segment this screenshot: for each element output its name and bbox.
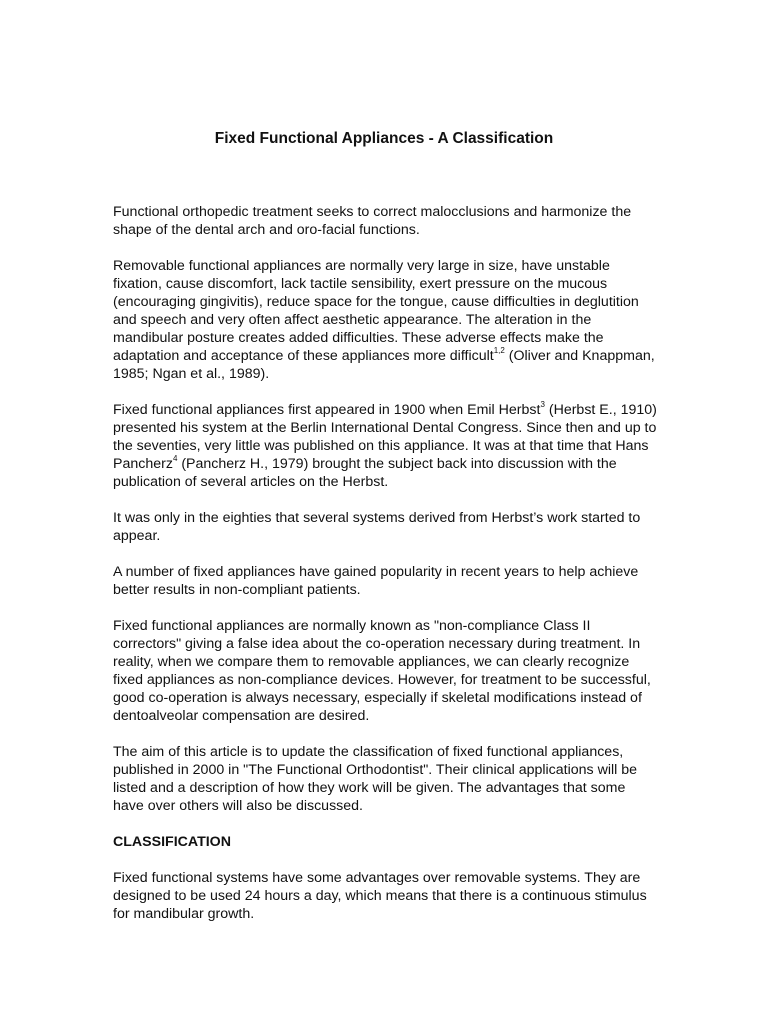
- paragraph-text: (Pancherz H., 1979) brought the subject back into discussion with the publication of several articles on the Herbst.: [113, 456, 617, 490]
- paragraph-aim: The aim of this article is to update the classification of fixed functional appliances, published in 2000 in "The Functional Orthodontist". Their clinical applications will be listed and a description of how they work will be given. The advantages that some have over others will also be discussed.: [113, 744, 638, 814]
- section-heading: CLASSIFICATION: [113, 834, 231, 850]
- citation-superscript: 4: [172, 454, 178, 464]
- paragraph-non-compliance: Fixed functional appliances are normally known as "non-compliance Class II correctors" giving a false idea about the co-operation necessary during treatment. In reality, when we compare them to removable appliances, we can clearly recognize fixed appliances as non-compliance devices. However, for treatment to be successful, good co-operation is always necessary, especially if skeletal modifications instead of dentoalveolar compensation are desired.: [113, 618, 651, 724]
- document-title: Fixed Functional Appliances - A Classification: [214, 130, 554, 147]
- document-body: [113, 203, 658, 941]
- paragraph-eighties: It was only in the eighties that several systems derived from Herbst’s work started to appear.: [113, 510, 641, 544]
- citation-superscript: 1,2: [493, 346, 505, 356]
- paragraph-text: (Oliver and Knappman, 1985; Ngan et al., 1989).: [113, 348, 655, 382]
- paragraph-history: [113, 401, 658, 491]
- paragraph-advantages: Fixed functional systems have some advantages over removable systems. They are designed to be used 24 hours a day, which means that there is a continuous stimulus for mandibular growth.: [113, 870, 647, 922]
- paragraph-popularity: A number of fixed appliances have gained popularity in recent years to help achieve better results in non-compliant patients.: [113, 564, 639, 598]
- citation-superscript: 3: [540, 400, 545, 410]
- paragraph-removable-appliances: [113, 257, 658, 383]
- paragraph-intro: Functional orthopedic treatment seeks to correct malocclusions and harmonize the shape of the dental arch and oro-facial functions.: [113, 204, 632, 238]
- paragraph-text: Removable functional appliances are normally very large in size, have unstable fixation, cause discomfort, lack tactile sensibility, exert pressure on the mucous (encouraging gingivitis), reduce space for the tongue, cause difficulties in deglutition and speech and very often affect aesthetic appearance. The alteration in the mandibular posture creates added difficulties. These adverse effects make the adaptation and acceptance of these appliances more difficult: [113, 258, 639, 364]
- paragraph-text: Fixed functional appliances first appeared in 1900 when Emil Herbst: [113, 402, 541, 418]
- paragraph-text: (Herbst E., 1910) presented his system at the Berlin International Dental Congress. Since then and up to the seventies, very little was published on this appliance. It was at that time that Hans Pancherz: [113, 402, 657, 472]
